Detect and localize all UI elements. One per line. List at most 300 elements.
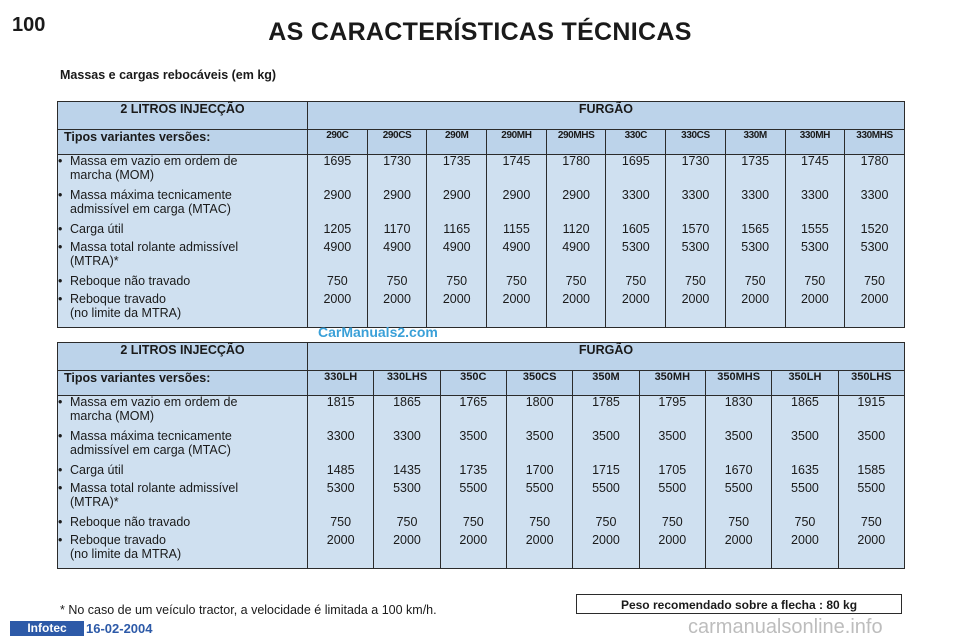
value-text: 1165 (443, 222, 471, 236)
value-text: 2000 (562, 292, 590, 306)
value-text: 1735 (741, 154, 770, 168)
value-text: 1205 (323, 222, 352, 236)
value-cell (706, 430, 771, 464)
row-label-line: Carga útil (70, 222, 124, 236)
value-cell (839, 516, 904, 534)
value-text: 2000 (800, 292, 829, 306)
variant-values-column (374, 396, 440, 569)
value-cell (839, 464, 904, 482)
value-text: 1715 (592, 463, 620, 477)
engine-header: 2 LITROS INJECÇÃO (58, 343, 308, 371)
row-labels-cell (58, 155, 308, 328)
value-cell (786, 293, 845, 327)
value-cell (547, 189, 606, 223)
value-text: 750 (529, 515, 551, 529)
value-text: 1155 (502, 222, 530, 236)
variant-values-column (772, 396, 838, 569)
value-text: 1915 (857, 395, 886, 409)
bullet: • (58, 222, 63, 236)
row-label-line: Massa em vazio em ordem de (70, 154, 238, 168)
value-text: 2000 (442, 292, 471, 306)
bullet: • (58, 154, 63, 168)
value-text: 2000 (592, 533, 620, 547)
value-cell (507, 482, 572, 516)
value-cell (666, 275, 725, 293)
value-text: 1570 (681, 222, 710, 236)
value-text: 750 (685, 274, 706, 288)
page-title: AS CARACTERÍSTICAS TÉCNICAS (268, 18, 692, 46)
infotec-logo: Infotec (10, 621, 84, 636)
value-text: 750 (446, 274, 468, 288)
value-text: 4900 (383, 240, 411, 254)
value-text: 2900 (442, 188, 471, 202)
variant-values-column (367, 155, 427, 328)
value-text: 4900 (323, 240, 352, 254)
value-text: 5300 (393, 481, 421, 495)
value-text: 5300 (741, 240, 770, 254)
value-cell (308, 275, 367, 293)
value-cell (706, 396, 771, 430)
spec-row-label (58, 241, 307, 275)
variant-header: 350M (573, 371, 639, 396)
variant-values-column (666, 155, 726, 328)
value-text: 1485 (326, 463, 355, 477)
value-cell (640, 534, 705, 568)
value-cell (772, 534, 837, 568)
variant-values-column (845, 155, 905, 328)
row-label-line: Massa em vazio em ordem de (70, 395, 238, 409)
value-text: 4900 (562, 240, 590, 254)
value-text: 750 (595, 515, 617, 529)
spec-row-label (58, 189, 307, 223)
row-label-line: Reboque travado (70, 533, 166, 547)
value-cell (368, 223, 427, 241)
value-text: 2900 (562, 188, 590, 202)
value-cell (706, 482, 771, 516)
value-text: 5500 (459, 481, 488, 495)
value-cell (573, 464, 638, 482)
value-cell (666, 293, 725, 327)
value-cell (427, 275, 486, 293)
value-text: 1705 (658, 463, 687, 477)
spec-row-label (58, 293, 307, 327)
section-subtitle: Massas e cargas rebocáveis (em kg) (60, 68, 277, 82)
value-cell (308, 223, 367, 241)
value-cell (573, 396, 638, 430)
value-text: 1585 (857, 463, 886, 477)
row-label-line: (no limite da MTRA) (70, 546, 182, 561)
value-text: 1555 (800, 222, 829, 236)
value-text: 2000 (383, 292, 411, 306)
value-text: 2000 (741, 292, 770, 306)
value-text: 2000 (658, 533, 687, 547)
value-cell (640, 516, 705, 534)
value-cell (374, 396, 439, 430)
row-label-line: Massa total rolante admissível (70, 240, 239, 254)
bullet: • (58, 481, 63, 495)
value-text: 2900 (502, 188, 531, 202)
row-label-line: admissível em carga (MTAC) (70, 442, 231, 457)
value-cell (374, 534, 439, 568)
value-text: 2000 (525, 533, 554, 547)
variant-header: 350MHS (705, 371, 771, 396)
page-number: 100 (12, 14, 46, 36)
value-cell (507, 516, 572, 534)
value-text: 2000 (393, 533, 421, 547)
value-text: 1865 (393, 395, 421, 409)
value-text: 3500 (857, 429, 886, 443)
row-labels-cell (58, 396, 308, 569)
spec-row-label (58, 464, 307, 482)
value-cell (308, 293, 367, 327)
variant-header: 290MH (487, 130, 547, 155)
variant-header: 350CS (506, 371, 572, 396)
variant-header: 330LHS (374, 371, 440, 396)
value-text: 1785 (592, 395, 620, 409)
spec-row-label (58, 223, 307, 241)
value-cell (308, 464, 373, 482)
row-label-line: (MTRA)* (70, 253, 119, 268)
body-type-header: FURGÃO (308, 343, 905, 371)
value-cell (308, 241, 367, 275)
variant-header: 330LH (308, 371, 374, 396)
value-cell (487, 275, 546, 293)
value-cell (427, 293, 486, 327)
variant-header: 290MHS (546, 130, 606, 155)
value-text: 3300 (393, 429, 421, 443)
value-text: 1170 (383, 222, 411, 236)
value-text: 1780 (860, 154, 889, 168)
value-cell (573, 516, 638, 534)
value-text: 2000 (791, 533, 819, 547)
variant-values-column (838, 396, 904, 569)
value-cell (507, 396, 572, 430)
value-cell (427, 155, 486, 189)
site-watermark: carmanualsonline.info (688, 616, 883, 638)
value-text: 1700 (525, 463, 554, 477)
value-text: 1730 (383, 154, 411, 168)
variant-header: 290CS (367, 130, 427, 155)
value-cell (487, 155, 546, 189)
value-text: 5300 (860, 240, 889, 254)
value-cell (606, 241, 665, 275)
variant-values-column (506, 396, 572, 569)
body-type-header: FURGÃO (308, 102, 905, 130)
value-cell (606, 189, 665, 223)
value-text: 1120 (562, 222, 590, 236)
value-text: 1745 (800, 154, 829, 168)
bullet: • (58, 395, 63, 409)
value-text: 750 (505, 274, 527, 288)
value-text: 3300 (621, 188, 650, 202)
variant-header: 350LHS (838, 371, 904, 396)
value-cell (726, 241, 785, 275)
variant-header: 330MHS (845, 130, 905, 155)
bullet: • (58, 515, 63, 529)
value-cell (308, 482, 373, 516)
value-text: 1735 (459, 463, 488, 477)
value-text: 5300 (800, 240, 829, 254)
value-cell (547, 155, 606, 189)
variant-header: 290C (308, 130, 368, 155)
value-cell (441, 534, 506, 568)
value-text: 1765 (459, 395, 488, 409)
value-text: 750 (386, 274, 408, 288)
value-cell (640, 464, 705, 482)
value-text: 750 (330, 515, 352, 529)
value-cell (726, 293, 785, 327)
value-cell (487, 223, 546, 241)
value-cell (772, 482, 837, 516)
value-cell (368, 189, 427, 223)
variant-header: 330CS (666, 130, 726, 155)
value-cell (706, 464, 771, 482)
value-text: 1795 (658, 395, 687, 409)
value-text: 3300 (860, 188, 889, 202)
value-cell (839, 430, 904, 464)
variant-values-column (440, 396, 506, 569)
value-text: 2000 (860, 292, 889, 306)
value-cell (706, 516, 771, 534)
value-text: 1435 (393, 463, 421, 477)
value-text: 1780 (562, 154, 590, 168)
variant-header: 330C (606, 130, 666, 155)
variants-label: Tipos variantes versões: (58, 130, 308, 155)
value-cell (845, 275, 904, 293)
spec-row-label (58, 482, 307, 516)
value-cell (573, 534, 638, 568)
variant-values-column (705, 396, 771, 569)
value-text: 5300 (681, 240, 710, 254)
spec-table-1 (57, 101, 905, 328)
value-text: 5500 (857, 481, 886, 495)
value-text: 1815 (326, 395, 355, 409)
value-cell (427, 189, 486, 223)
value-cell (786, 155, 845, 189)
spec-table-2 (57, 342, 905, 569)
value-text: 3500 (724, 429, 753, 443)
variant-header: 290M (427, 130, 487, 155)
value-cell (845, 189, 904, 223)
value-cell (606, 293, 665, 327)
value-cell (547, 241, 606, 275)
bullet: • (58, 533, 63, 547)
value-cell (640, 482, 705, 516)
value-cell (845, 241, 904, 275)
value-text: 1800 (525, 395, 554, 409)
value-cell (441, 482, 506, 516)
value-cell (308, 396, 373, 430)
value-cell (427, 223, 486, 241)
value-text: 1695 (323, 154, 352, 168)
value-text: 5500 (525, 481, 554, 495)
value-text: 750 (744, 274, 766, 288)
variant-header: 350C (440, 371, 506, 396)
value-cell (666, 223, 725, 241)
value-text: 3500 (459, 429, 488, 443)
bullet: • (58, 463, 63, 477)
spec-row-label (58, 275, 307, 293)
row-label-line: (MTRA)* (70, 494, 119, 509)
variant-values-column (639, 396, 705, 569)
variant-values-column (725, 155, 785, 328)
value-text: 2000 (502, 292, 531, 306)
row-label-line: Reboque não travado (70, 274, 191, 288)
value-cell (666, 241, 725, 275)
value-text: 750 (728, 515, 750, 529)
print-date: 16-02-2004 (86, 621, 153, 636)
value-text: 1735 (442, 154, 471, 168)
recommended-weight-box: Peso recomendado sobre a flecha : 80 kg (576, 594, 902, 614)
value-text: 2000 (681, 292, 710, 306)
variant-values-column (785, 155, 845, 328)
value-cell (368, 275, 427, 293)
value-cell (772, 464, 837, 482)
row-label-line: Massa máxima tecnicamente (70, 429, 232, 443)
value-text: 2000 (857, 533, 886, 547)
value-cell (308, 155, 367, 189)
variant-header: 330M (725, 130, 785, 155)
value-text: 3500 (592, 429, 620, 443)
value-text: 4900 (502, 240, 531, 254)
spec-row-label (58, 516, 307, 534)
value-text: 1865 (791, 395, 819, 409)
value-text: 2900 (323, 188, 352, 202)
variant-header: 350LH (772, 371, 838, 396)
value-text: 1565 (741, 222, 770, 236)
variant-header: 350MH (639, 371, 705, 396)
value-cell (839, 534, 904, 568)
value-text: 1695 (621, 154, 650, 168)
value-cell (308, 189, 367, 223)
bullet: • (58, 240, 63, 254)
value-text: 750 (661, 515, 683, 529)
value-cell (507, 430, 572, 464)
value-cell (573, 482, 638, 516)
value-cell (845, 155, 904, 189)
variant-values-column (427, 155, 487, 328)
value-cell (487, 293, 546, 327)
watermark-text: CarManuals2.com (318, 324, 438, 340)
variant-values-column (546, 155, 606, 328)
value-cell (845, 293, 904, 327)
value-text: 2000 (459, 533, 488, 547)
value-cell (786, 241, 845, 275)
value-cell (606, 223, 665, 241)
value-cell (640, 396, 705, 430)
value-text: 750 (625, 274, 647, 288)
variant-values-column (487, 155, 547, 328)
value-cell (308, 534, 373, 568)
value-text: 750 (860, 515, 882, 529)
value-text: 2000 (326, 533, 355, 547)
value-text: 5300 (621, 240, 650, 254)
bullet: • (58, 274, 63, 288)
row-label-line: marcha (MOM) (70, 408, 155, 423)
value-text: 3500 (525, 429, 554, 443)
value-cell (786, 275, 845, 293)
value-cell (706, 534, 771, 568)
value-text: 5500 (724, 481, 753, 495)
value-cell (308, 430, 373, 464)
value-cell (786, 223, 845, 241)
value-text: 1745 (502, 154, 531, 168)
value-cell (441, 396, 506, 430)
value-text: 1670 (724, 463, 753, 477)
value-text: 5300 (326, 481, 355, 495)
value-cell (374, 482, 439, 516)
bullet: • (58, 292, 63, 306)
value-cell (606, 275, 665, 293)
value-cell (507, 464, 572, 482)
value-text: 750 (462, 515, 484, 529)
value-cell (839, 396, 904, 430)
value-cell (666, 155, 725, 189)
row-label-line: Reboque não travado (70, 515, 191, 529)
value-text: 2000 (724, 533, 753, 547)
value-cell (726, 189, 785, 223)
row-label-line: Massa máxima tecnicamente (70, 188, 232, 202)
variant-values-column (573, 396, 639, 569)
value-cell (374, 516, 439, 534)
spec-row-label (58, 430, 307, 464)
row-label-line: Reboque travado (70, 292, 166, 306)
value-text: 750 (565, 274, 587, 288)
value-cell (726, 223, 785, 241)
value-text: 750 (326, 274, 348, 288)
bullet: • (58, 188, 63, 202)
value-text: 4900 (442, 240, 471, 254)
value-cell (726, 275, 785, 293)
value-cell (374, 430, 439, 464)
row-label-line: Carga útil (70, 463, 124, 477)
value-cell (547, 223, 606, 241)
value-cell (606, 155, 665, 189)
bullet: • (58, 429, 63, 443)
engine-header: 2 LITROS INJECÇÃO (58, 102, 308, 130)
value-text: 2000 (621, 292, 650, 306)
row-label-line: admissível em carga (MTAC) (70, 201, 231, 216)
value-text: 750 (794, 515, 816, 529)
value-cell (726, 155, 785, 189)
value-text: 2900 (383, 188, 411, 202)
value-cell (573, 430, 638, 464)
value-cell (772, 516, 837, 534)
value-text: 3500 (658, 429, 687, 443)
value-text: 1605 (621, 222, 650, 236)
value-text: 5500 (592, 481, 620, 495)
value-text: 1830 (724, 395, 753, 409)
value-cell (487, 189, 546, 223)
variants-label: Tipos variantes versões: (58, 371, 308, 396)
value-cell (441, 430, 506, 464)
value-text: 3300 (741, 188, 770, 202)
spec-row-label (58, 534, 307, 568)
value-text: 2000 (323, 292, 352, 306)
value-cell (845, 223, 904, 241)
value-cell (786, 189, 845, 223)
value-text: 3300 (800, 188, 829, 202)
variant-values-column (606, 155, 666, 328)
value-cell (547, 275, 606, 293)
value-cell (547, 293, 606, 327)
variant-values-column (308, 155, 368, 328)
value-text: 750 (804, 274, 826, 288)
value-text: 750 (864, 274, 885, 288)
value-cell (368, 241, 427, 275)
footnote: * No caso de um veículo tractor, a velocidade é limitada a 100 km/h. (60, 603, 437, 617)
value-cell (441, 464, 506, 482)
